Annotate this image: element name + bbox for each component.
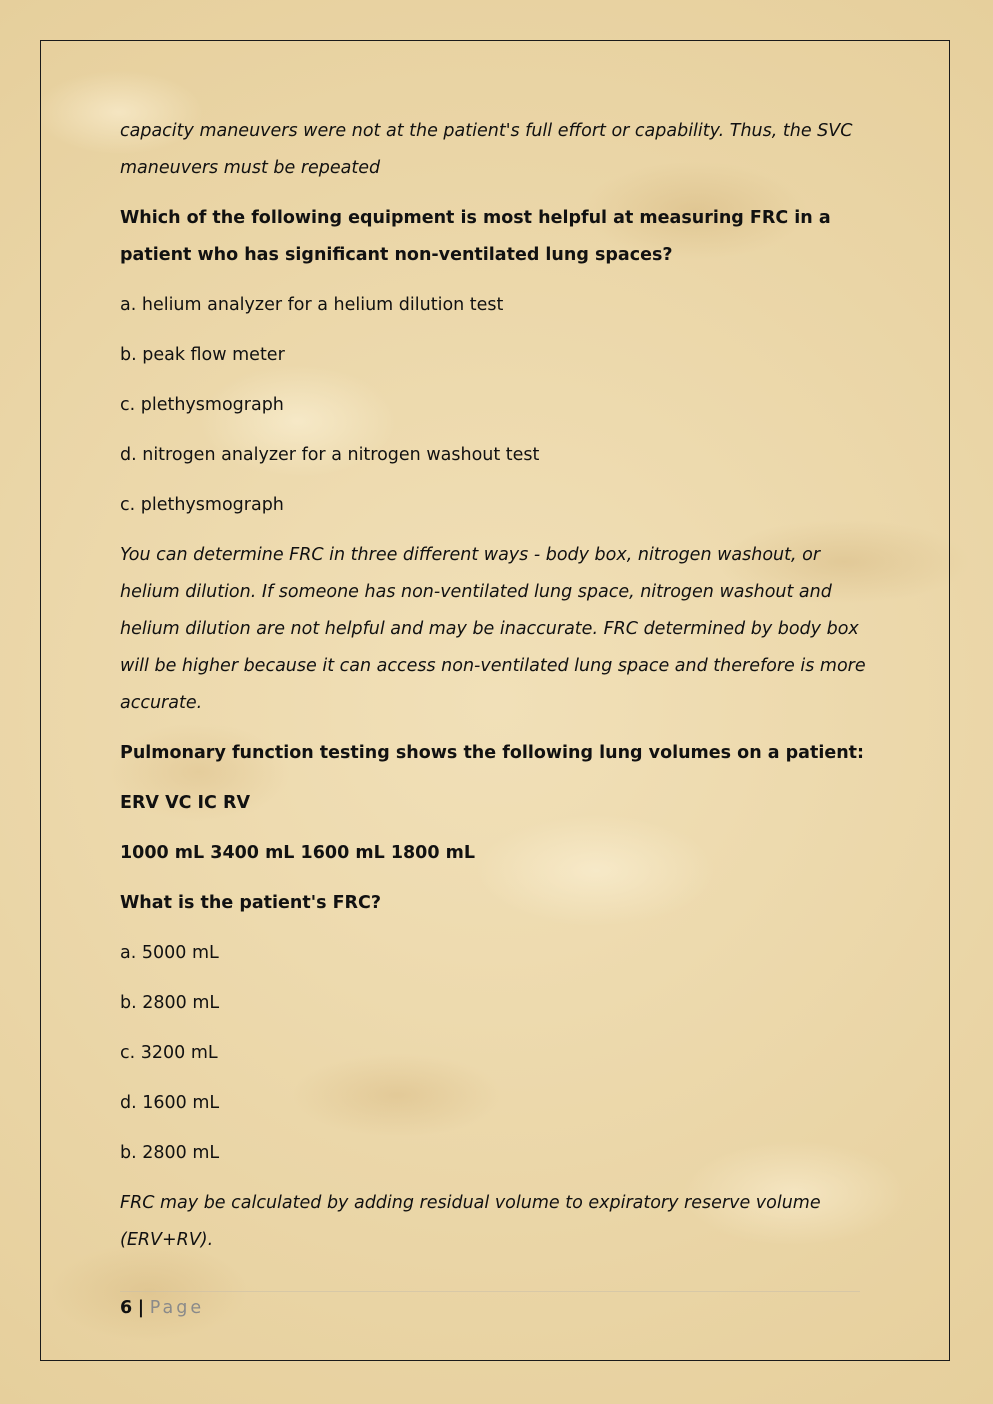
question-2-option-c: c. 3200 mL bbox=[120, 1043, 218, 1063]
footer-divider bbox=[120, 1291, 860, 1292]
page-number: 6 bbox=[120, 1298, 133, 1318]
question-2-intro: Pulmonary function testing shows the following lung volumes on a patient: bbox=[120, 743, 865, 763]
question-1-option-d: d. nitrogen analyzer for a nitrogen washout test bbox=[120, 445, 540, 465]
question-2-option-a: a. 5000 mL bbox=[120, 943, 219, 963]
footer-separator: | bbox=[137, 1298, 145, 1318]
question-2-answer: b. 2800 mL bbox=[120, 1143, 220, 1163]
question-2-explanation: FRC may be calculated by adding residual volume to expiratory reserve volume (ERV+RV). bbox=[120, 1193, 821, 1250]
explanation-continued: capacity maneuvers were not at the patient's full effort or capability. Thus, the SVC maneuvers must be repeated bbox=[120, 121, 853, 178]
document-body bbox=[120, 113, 880, 1272]
question-1-answer: c. plethysmograph bbox=[120, 495, 284, 515]
question-1-option-a: a. helium analyzer for a helium dilution test bbox=[120, 295, 504, 315]
question-2-option-d: d. 1600 mL bbox=[120, 1093, 220, 1113]
question-1-option-b: b. peak flow meter bbox=[120, 345, 285, 365]
question-1-explanation: You can determine FRC in three different ways - body box, nitrogen washout, or helium dilution. If someone has non-ventilated lung space, nitrogen washout and helium dilution are not helpful and may be inaccurate. FRC determined by body box will be higher because it can access non-ventilated lung space and therefore is more accurate. bbox=[120, 545, 866, 713]
lung-volume-headers: ERV VC IC RV bbox=[120, 793, 251, 813]
question-2-option-b: b. 2800 mL bbox=[120, 993, 220, 1013]
page-label: Page bbox=[149, 1298, 205, 1318]
question-1: Which of the following equipment is most helpful at measuring FRC in a patient who has significant non-ventilated lung spaces? bbox=[120, 208, 831, 265]
page-footer bbox=[120, 1294, 204, 1322]
lung-volume-values: 1000 mL 3400 mL 1600 mL 1800 mL bbox=[120, 843, 476, 863]
question-2: What is the patient's FRC? bbox=[120, 893, 382, 913]
question-1-option-c: c. plethysmograph bbox=[120, 395, 284, 415]
